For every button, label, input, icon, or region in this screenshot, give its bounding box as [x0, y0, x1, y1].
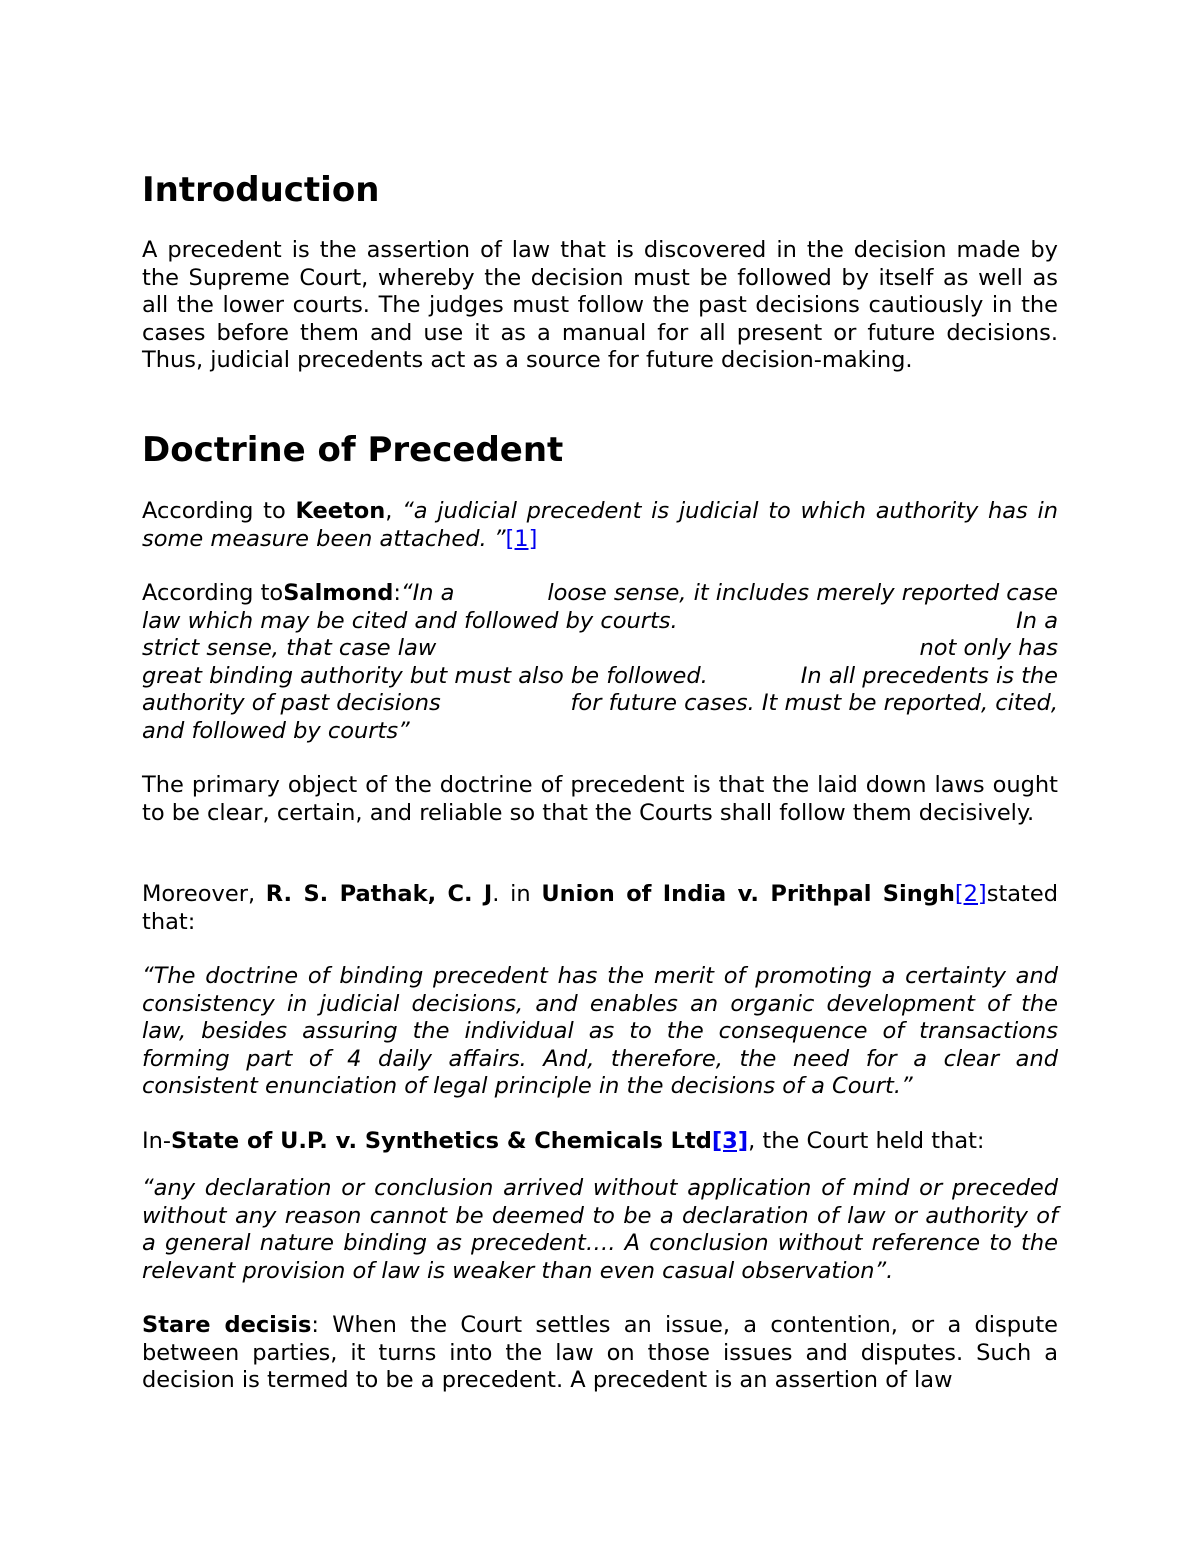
- intro-heading: Introduction: [142, 170, 380, 210]
- keeton-pre: According to: [142, 498, 296, 524]
- footnote-link-3[interactable]: [3]: [711, 1128, 749, 1154]
- salmond-l2b: In a: [1016, 607, 1058, 634]
- salmond-pre: According to: [142, 580, 284, 606]
- state-post: , the Court held that:: [748, 1128, 985, 1154]
- salmond-l4a: great binding authority but must also be followed.: [142, 662, 708, 689]
- salmond-l6: and followed by courts”: [142, 717, 410, 744]
- salmond-l5a: authority of past decisions: [142, 690, 441, 716]
- stare-decisis-paragraph: [142, 1312, 1058, 1395]
- pathak-post: stated that:: [142, 881, 1058, 935]
- pathak-mid: . in: [492, 881, 542, 907]
- pathak-pre: Moreover,: [142, 881, 266, 907]
- pathak-paragraph: [142, 881, 1058, 936]
- pathak-judge: R. S. Pathak, C. J: [265, 881, 493, 907]
- state-paragraph: [142, 1128, 1058, 1156]
- state-case: State of U.P. v. Synthetics & Chemicals Ltd: [171, 1128, 712, 1154]
- stare-decisis-text: : When the Court settles an issue, a contention, or a dispute between parties, it turns into the law on those issues and disputes. Such a decision is termed to be a precedent. A precedent is an assertion of law: [142, 1312, 1058, 1393]
- salmond-l3b: not only has: [919, 635, 1058, 661]
- salmond-l4b: In all precedents is the: [800, 662, 1058, 689]
- salmond-l2a: law which may be cited and followed by courts.: [142, 607, 678, 634]
- intro-paragraph: A precedent is the assertion of law that is discovered in the decision made by the Supreme Court, whereby the decision must be followed by itself as well as all the lower courts. The judges must follow the past decisions cautiously in the cases before them and use it as a manual for all present or future decisions. Thus, judicial precedents act as a source for future decision-making.: [142, 237, 1058, 373]
- primary-object-paragraph: The primary object of the doctrine of precedent is that the laid down laws ought to be clear, certain, and reliable so that the Courts shall follow them decisively.: [142, 772, 1058, 826]
- salmond-l1b: loose sense, it includes merely reported case: [547, 580, 1058, 606]
- salmond-line-6: [142, 718, 1058, 746]
- stare-decisis-term: Stare decisis: [142, 1312, 312, 1338]
- state-quote-text: “any declaration or conclusion arrived without application of mind or preceded without any reason cannot be deemed to be a declaration of law or authority of a general nature binding as precedent…. A conclusion without reference to the relevant provision of law is weaker than even casual observation”.: [142, 1175, 1058, 1284]
- footnote-link-2[interactable]: [2]: [954, 881, 987, 907]
- pathak-case: Union of India v. Prithpal Singh: [541, 881, 955, 907]
- pathak-quote-text: “The doctrine of binding precedent has the merit of promoting a certainty and consistency in judicial decisions, and enables an organic development of the law, besides assuring the individual as to the consequence of transactions forming part of 4 daily affairs. And, therefore, the need for a clear and consistent enunciation of legal principle in the decisions of a Court.”: [142, 963, 1058, 1099]
- doctrine-heading: Doctrine of Precedent: [142, 430, 564, 470]
- salmond-line-5: [142, 690, 1058, 718]
- keeton-comma: ,: [385, 498, 403, 524]
- salmond-l3a: strict sense, that case law: [142, 635, 437, 661]
- salmond-line-2: [142, 608, 1058, 636]
- salmond-line-4: [142, 663, 1058, 691]
- salmond-name: Salmond: [283, 580, 394, 606]
- state-pre: In-: [142, 1128, 172, 1154]
- keeton-paragraph: [142, 498, 1058, 553]
- salmond-paragraph: [142, 580, 1058, 745]
- keeton-quote: “a judicial precedent is judicial to which authority has in some measure been attached. ”: [142, 498, 1058, 552]
- salmond-colon: :: [393, 580, 401, 606]
- keeton-name: Keeton: [295, 498, 386, 524]
- salmond-line-3: [142, 635, 1058, 663]
- salmond-l5b: for future cases. It must be reported, cited,: [570, 690, 1058, 716]
- pathak-quote: [142, 963, 1058, 1101]
- footnote-link-1[interactable]: [1]: [505, 525, 538, 552]
- state-quote: [142, 1175, 1058, 1285]
- salmond-line-1: [142, 580, 1058, 608]
- salmond-l1a: “In a: [400, 580, 455, 606]
